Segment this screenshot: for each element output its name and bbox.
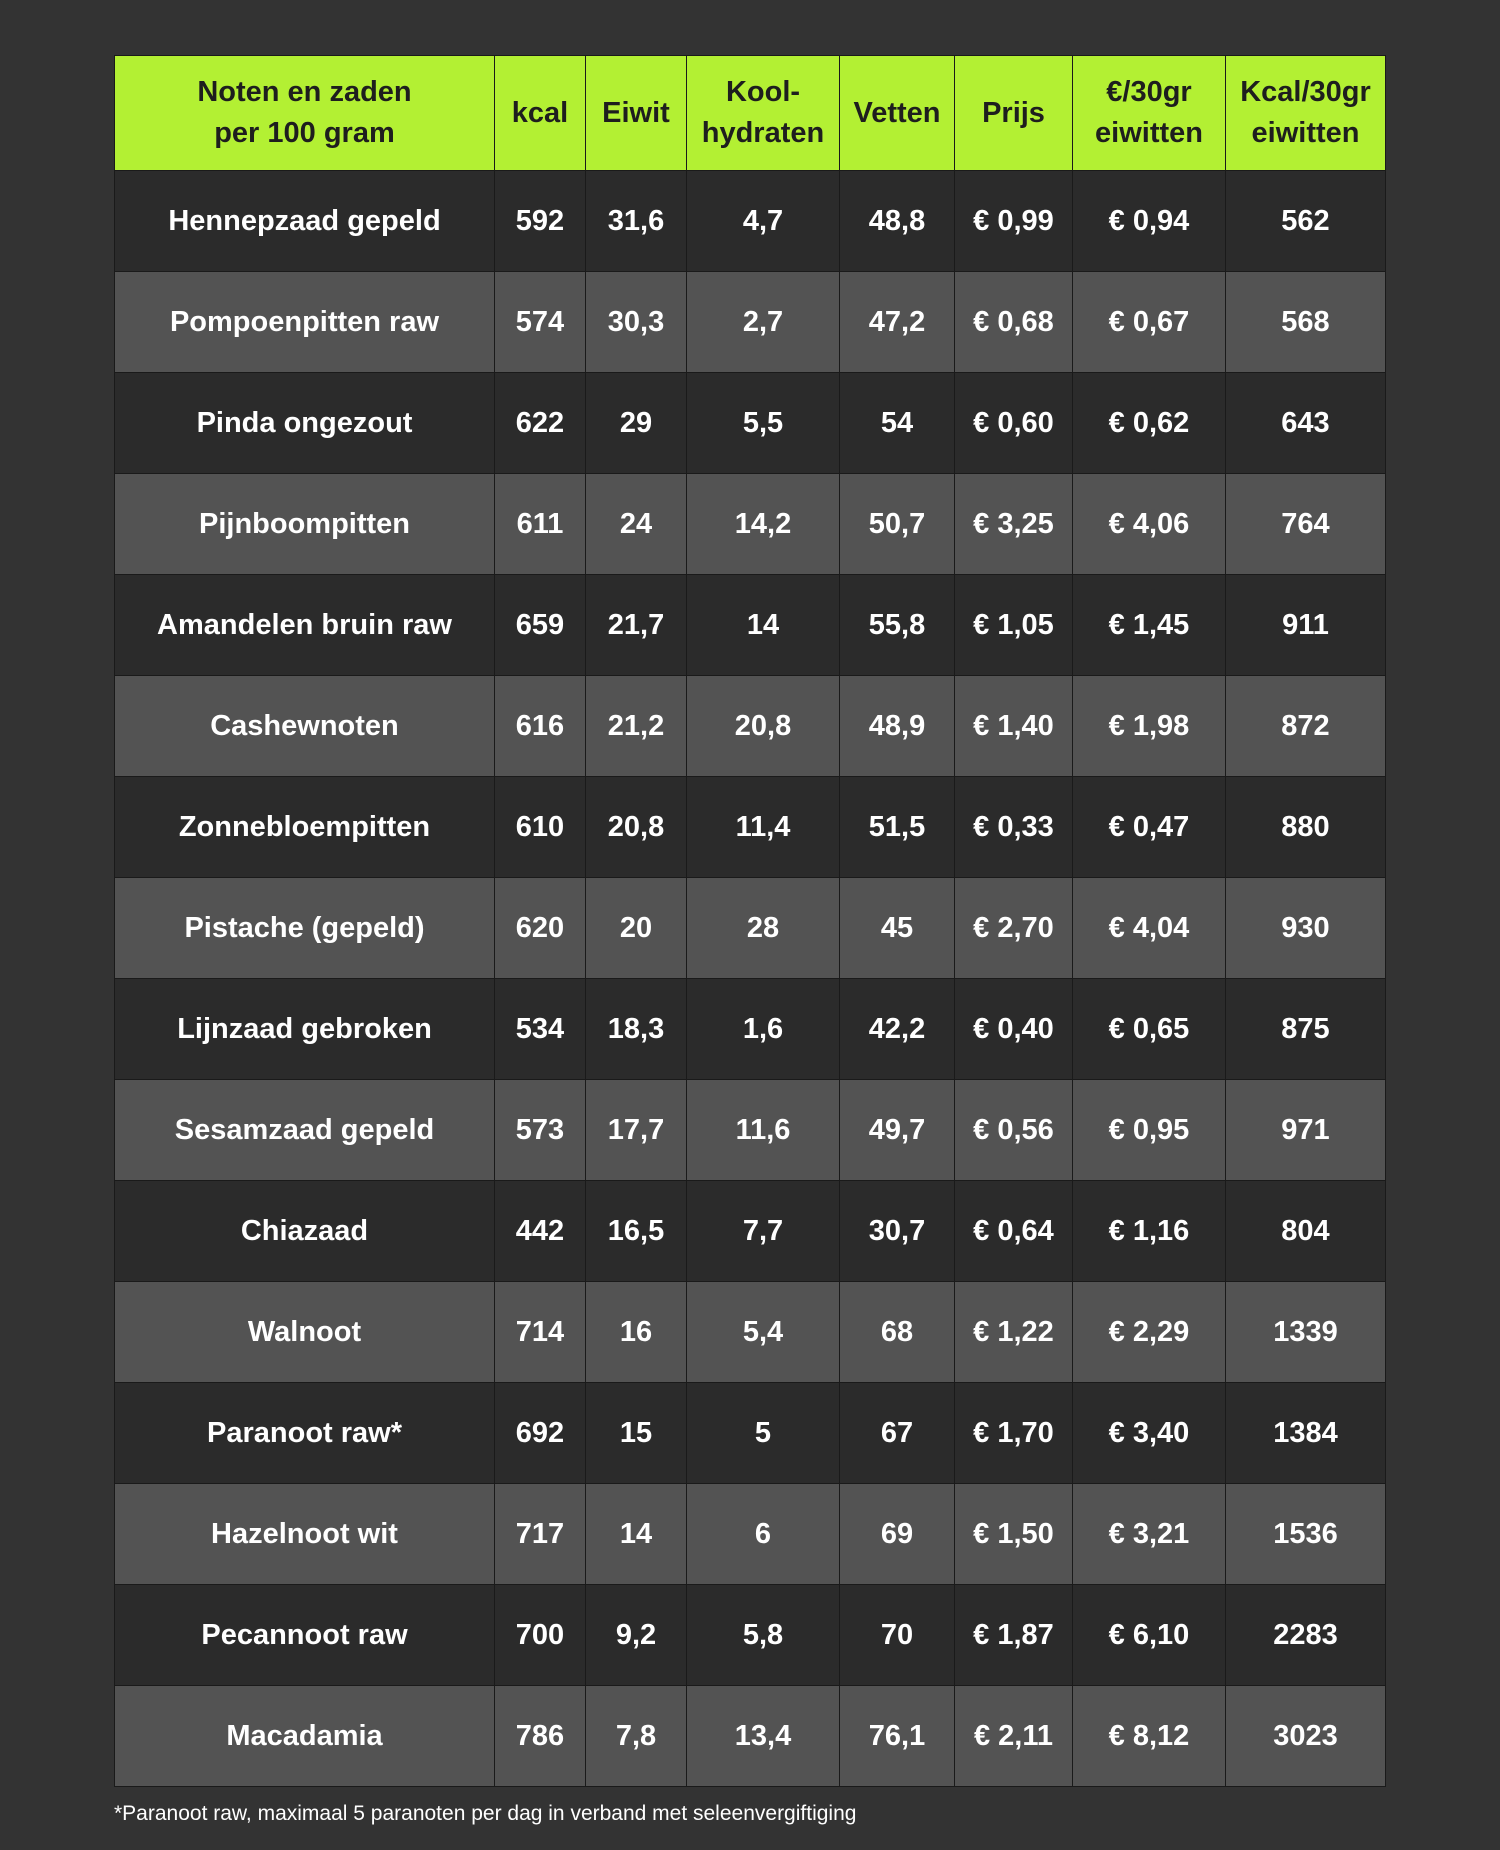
cell-prijs: € 2,70 xyxy=(955,878,1073,979)
cell-name: Pompoenpitten raw xyxy=(115,272,495,373)
cell-eiwit: 7,8 xyxy=(586,1686,687,1787)
column-header-koolhydraten-line2: hydraten xyxy=(701,117,825,149)
cell-koolhydraten: 14,2 xyxy=(687,474,840,575)
cell-name: Chiazaad xyxy=(115,1181,495,1282)
cell-kcal-per-30gr: 1339 xyxy=(1226,1282,1386,1383)
table-row xyxy=(115,1080,1386,1181)
cell-eiwit: 31,6 xyxy=(586,171,687,272)
table-row xyxy=(115,474,1386,575)
cell-kcal: 534 xyxy=(495,979,586,1080)
cell-vetten: 68 xyxy=(840,1282,955,1383)
column-header-koolhydraten-line1: Kool- xyxy=(725,76,801,108)
table-row xyxy=(115,575,1386,676)
cell-vetten: 55,8 xyxy=(840,575,955,676)
cell-koolhydraten: 5,4 xyxy=(687,1282,840,1383)
cell-eiwit: 21,2 xyxy=(586,676,687,777)
cell-eiwit: 16,5 xyxy=(586,1181,687,1282)
cell-kcal-per-30gr: 2283 xyxy=(1226,1585,1386,1686)
table-row xyxy=(115,979,1386,1080)
column-header-eur-per-30gr xyxy=(1073,56,1226,171)
footnote: *Paranoot raw, maximaal 5 paranoten per dag in verband met seleenvergiftiging xyxy=(114,1802,857,1825)
cell-kcal: 700 xyxy=(495,1585,586,1686)
cell-koolhydraten: 5 xyxy=(687,1383,840,1484)
cell-eur-per-30gr: € 4,04 xyxy=(1073,878,1226,979)
cell-koolhydraten: 11,6 xyxy=(687,1080,840,1181)
cell-kcal-per-30gr: 971 xyxy=(1226,1080,1386,1181)
cell-koolhydraten: 1,6 xyxy=(687,979,840,1080)
cell-koolhydraten: 5,8 xyxy=(687,1585,840,1686)
column-header-eur-per-30gr-line1: €/30gr xyxy=(1106,76,1192,108)
cell-eiwit: 29 xyxy=(586,373,687,474)
cell-eur-per-30gr: € 0,47 xyxy=(1073,777,1226,878)
column-header-name-line1: Noten en zaden xyxy=(197,76,412,108)
cell-koolhydraten: 13,4 xyxy=(687,1686,840,1787)
cell-eiwit: 14 xyxy=(586,1484,687,1585)
cell-koolhydraten: 14 xyxy=(687,575,840,676)
cell-prijs: € 1,87 xyxy=(955,1585,1073,1686)
cell-prijs: € 0,68 xyxy=(955,272,1073,373)
cell-name: Lijnzaad gebroken xyxy=(115,979,495,1080)
cell-name: Hazelnoot wit xyxy=(115,1484,495,1585)
cell-eiwit: 17,7 xyxy=(586,1080,687,1181)
cell-vetten: 67 xyxy=(840,1383,955,1484)
cell-kcal-per-30gr: 875 xyxy=(1226,979,1386,1080)
column-header-eiwit: Eiwit xyxy=(586,56,687,171)
cell-kcal-per-30gr: 3023 xyxy=(1226,1686,1386,1787)
cell-prijs: € 1,22 xyxy=(955,1282,1073,1383)
column-header-name-line2: per 100 gram xyxy=(214,117,395,149)
cell-prijs: € 0,56 xyxy=(955,1080,1073,1181)
column-header-kcal: kcal xyxy=(495,56,586,171)
cell-kcal-per-30gr: 568 xyxy=(1226,272,1386,373)
cell-kcal: 573 xyxy=(495,1080,586,1181)
cell-kcal: 692 xyxy=(495,1383,586,1484)
cell-prijs: € 1,40 xyxy=(955,676,1073,777)
table-row xyxy=(115,878,1386,979)
cell-eiwit: 20 xyxy=(586,878,687,979)
cell-koolhydraten: 7,7 xyxy=(687,1181,840,1282)
cell-eur-per-30gr: € 1,45 xyxy=(1073,575,1226,676)
cell-eur-per-30gr: € 3,40 xyxy=(1073,1383,1226,1484)
cell-eur-per-30gr: € 4,06 xyxy=(1073,474,1226,575)
cell-koolhydraten: 6 xyxy=(687,1484,840,1585)
cell-eiwit: 15 xyxy=(586,1383,687,1484)
cell-kcal: 610 xyxy=(495,777,586,878)
table-row xyxy=(115,1585,1386,1686)
cell-name: Cashewnoten xyxy=(115,676,495,777)
column-header-prijs: Prijs xyxy=(955,56,1073,171)
cell-kcal-per-30gr: 911 xyxy=(1226,575,1386,676)
cell-kcal: 622 xyxy=(495,373,586,474)
cell-kcal-per-30gr: 804 xyxy=(1226,1181,1386,1282)
cell-name: Paranoot raw* xyxy=(115,1383,495,1484)
cell-eiwit: 9,2 xyxy=(586,1585,687,1686)
cell-kcal-per-30gr: 880 xyxy=(1226,777,1386,878)
header-row xyxy=(115,56,1386,171)
table-row xyxy=(115,373,1386,474)
cell-kcal: 442 xyxy=(495,1181,586,1282)
cell-name: Pinda ongezout xyxy=(115,373,495,474)
cell-kcal: 714 xyxy=(495,1282,586,1383)
cell-name: Walnoot xyxy=(115,1282,495,1383)
cell-eiwit: 18,3 xyxy=(586,979,687,1080)
cell-vetten: 69 xyxy=(840,1484,955,1585)
cell-prijs: € 1,50 xyxy=(955,1484,1073,1585)
cell-prijs: € 0,64 xyxy=(955,1181,1073,1282)
cell-eiwit: 21,7 xyxy=(586,575,687,676)
nutrition-table-container xyxy=(114,55,1385,1787)
column-header-kcal-per-30gr-line1: Kcal/30gr xyxy=(1240,76,1371,108)
cell-prijs: € 0,33 xyxy=(955,777,1073,878)
cell-koolhydraten: 5,5 xyxy=(687,373,840,474)
cell-eur-per-30gr: € 6,10 xyxy=(1073,1585,1226,1686)
cell-vetten: 54 xyxy=(840,373,955,474)
column-header-vetten: Vetten xyxy=(840,56,955,171)
cell-eur-per-30gr: € 2,29 xyxy=(1073,1282,1226,1383)
cell-vetten: 76,1 xyxy=(840,1686,955,1787)
cell-kcal: 574 xyxy=(495,272,586,373)
cell-eur-per-30gr: € 0,94 xyxy=(1073,171,1226,272)
cell-vetten: 50,7 xyxy=(840,474,955,575)
cell-vetten: 45 xyxy=(840,878,955,979)
cell-kcal-per-30gr: 930 xyxy=(1226,878,1386,979)
cell-prijs: € 2,11 xyxy=(955,1686,1073,1787)
cell-vetten: 48,8 xyxy=(840,171,955,272)
cell-prijs: € 1,70 xyxy=(955,1383,1073,1484)
cell-kcal-per-30gr: 1384 xyxy=(1226,1383,1386,1484)
cell-eur-per-30gr: € 0,62 xyxy=(1073,373,1226,474)
cell-vetten: 48,9 xyxy=(840,676,955,777)
cell-eur-per-30gr: € 0,67 xyxy=(1073,272,1226,373)
cell-kcal: 786 xyxy=(495,1686,586,1787)
table-row xyxy=(115,171,1386,272)
column-header-kcal-per-30gr xyxy=(1226,56,1386,171)
table-row xyxy=(115,777,1386,878)
cell-vetten: 49,7 xyxy=(840,1080,955,1181)
cell-prijs: € 0,99 xyxy=(955,171,1073,272)
cell-eur-per-30gr: € 0,95 xyxy=(1073,1080,1226,1181)
table-row xyxy=(115,1181,1386,1282)
cell-vetten: 47,2 xyxy=(840,272,955,373)
nutrition-table xyxy=(114,55,1386,1787)
cell-kcal: 659 xyxy=(495,575,586,676)
cell-kcal-per-30gr: 872 xyxy=(1226,676,1386,777)
cell-name: Hennepzaad gepeld xyxy=(115,171,495,272)
cell-eur-per-30gr: € 8,12 xyxy=(1073,1686,1226,1787)
cell-kcal-per-30gr: 562 xyxy=(1226,171,1386,272)
cell-prijs: € 1,05 xyxy=(955,575,1073,676)
table-row xyxy=(115,1282,1386,1383)
cell-eiwit: 20,8 xyxy=(586,777,687,878)
cell-name: Amandelen bruin raw xyxy=(115,575,495,676)
cell-eiwit: 24 xyxy=(586,474,687,575)
cell-kcal: 717 xyxy=(495,1484,586,1585)
cell-kcal: 611 xyxy=(495,474,586,575)
cell-vetten: 30,7 xyxy=(840,1181,955,1282)
cell-koolhydraten: 28 xyxy=(687,878,840,979)
column-header-kcal-per-30gr-line2: eiwitten xyxy=(1251,117,1360,149)
cell-eiwit: 16 xyxy=(586,1282,687,1383)
table-header xyxy=(115,56,1386,171)
cell-kcal: 620 xyxy=(495,878,586,979)
cell-kcal-per-30gr: 764 xyxy=(1226,474,1386,575)
cell-kcal: 616 xyxy=(495,676,586,777)
cell-eur-per-30gr: € 0,65 xyxy=(1073,979,1226,1080)
table-row xyxy=(115,1686,1386,1787)
cell-eur-per-30gr: € 1,16 xyxy=(1073,1181,1226,1282)
table-row xyxy=(115,1484,1386,1585)
cell-eur-per-30gr: € 1,98 xyxy=(1073,676,1226,777)
cell-vetten: 51,5 xyxy=(840,777,955,878)
cell-vetten: 42,2 xyxy=(840,979,955,1080)
cell-name: Zonnebloempitten xyxy=(115,777,495,878)
cell-kcal: 592 xyxy=(495,171,586,272)
cell-name: Sesamzaad gepeld xyxy=(115,1080,495,1181)
column-header-eur-per-30gr-line2: eiwitten xyxy=(1095,117,1203,149)
cell-name: Pistache (gepeld) xyxy=(115,878,495,979)
cell-prijs: € 0,60 xyxy=(955,373,1073,474)
cell-name: Pijnboompitten xyxy=(115,474,495,575)
table-row xyxy=(115,676,1386,777)
cell-koolhydraten: 20,8 xyxy=(687,676,840,777)
cell-prijs: € 3,25 xyxy=(955,474,1073,575)
column-header-name xyxy=(115,56,495,171)
cell-eur-per-30gr: € 3,21 xyxy=(1073,1484,1226,1585)
table-row xyxy=(115,1383,1386,1484)
column-header-koolhydraten xyxy=(687,56,840,171)
cell-koolhydraten: 11,4 xyxy=(687,777,840,878)
cell-eiwit: 30,3 xyxy=(586,272,687,373)
cell-koolhydraten: 4,7 xyxy=(687,171,840,272)
cell-koolhydraten: 2,7 xyxy=(687,272,840,373)
cell-kcal-per-30gr: 1536 xyxy=(1226,1484,1386,1585)
cell-vetten: 70 xyxy=(840,1585,955,1686)
cell-name: Pecannoot raw xyxy=(115,1585,495,1686)
cell-prijs: € 0,40 xyxy=(955,979,1073,1080)
cell-kcal-per-30gr: 643 xyxy=(1226,373,1386,474)
cell-name: Macadamia xyxy=(115,1686,495,1787)
table-row xyxy=(115,272,1386,373)
table-body xyxy=(115,171,1386,1787)
